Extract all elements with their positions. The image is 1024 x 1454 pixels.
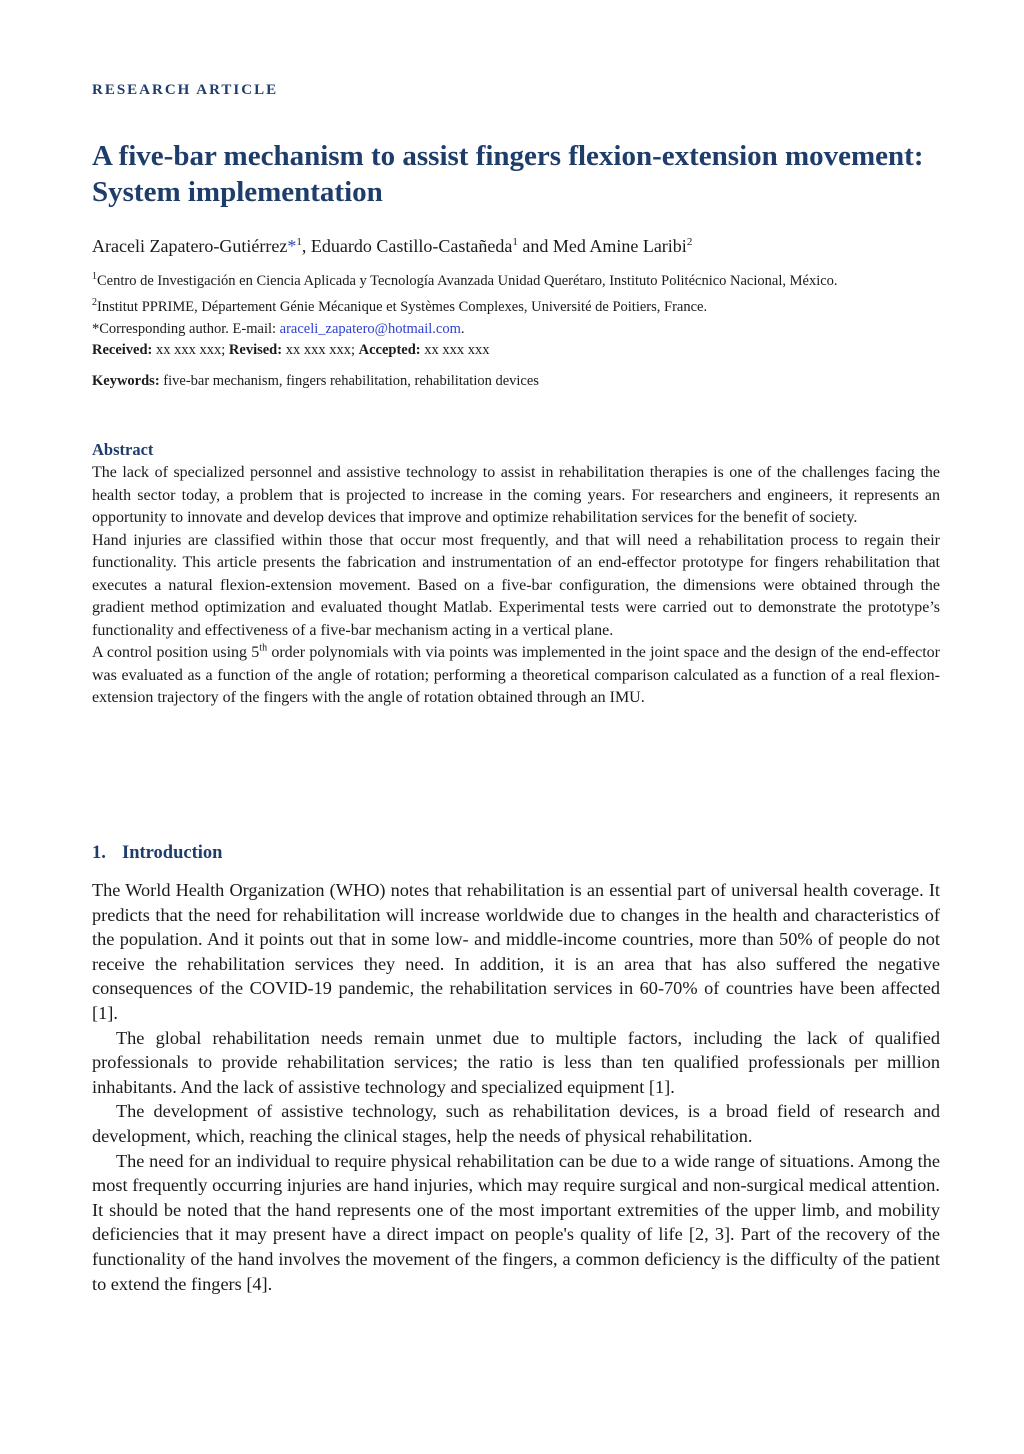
revised-value: xx xxx xxx; (282, 342, 359, 358)
email-end: . (460, 320, 465, 337)
abstract-paragraph (92, 642, 940, 710)
abstract-heading: Abstract (92, 440, 154, 459)
affiliation-marker: 2 (686, 236, 693, 248)
corresponding-line (92, 318, 838, 340)
section-number: 1. (92, 843, 106, 863)
author-name: Araceli Zapatero-Gutiérrez (92, 236, 288, 256)
ordinal-superscript: th (259, 642, 268, 654)
section-heading-introduction (92, 843, 222, 864)
affiliation-line (92, 292, 838, 318)
keywords-label: Keywords: (92, 373, 160, 389)
revised-label: Revised: (228, 342, 283, 358)
intro-paragraph: The development of assistive technology, such as rehabilitation devices, is a broad field of research and development, which, reaching the clinical stages, help the needs of physical rehabilitation. (92, 1101, 940, 1146)
article-type-label: RESEARCH ARTICLE (92, 82, 279, 98)
email-link[interactable]: araceli_zapatero@hotmail.com (279, 320, 461, 337)
corresponding-author-link[interactable]: * (287, 236, 297, 256)
author-separator: and (517, 236, 553, 256)
abstract-paragraph: The lack of specialized personnel and assistive technology to assist in rehabilitation therapies is one of the challenges facing the health sector today, a problem that is projected to increase in the coming years. For researchers and engineers, it represents an opportunity to innovate and develop devices that improve and optimize rehabilitation services for the benefit of society. (92, 464, 940, 526)
abstract-text: order polynomials with via points was implemented in the joint space and the design of the end-effector was evaluated as a function of the angle of rotation; performing a theoretical comparison calculated as a function of a real flexion-extension trajectory of the fingers with the angle of rotation obtained through an IMU. (92, 644, 941, 706)
keywords (92, 373, 539, 390)
intro-paragraph: The need for an individual to require physical rehabilitation can be due to a wide range of situations. Among the most frequently occurring injuries are hand injuries, which may require surgical and non-surgical medical attention. It should be noted that the hand represents one of the most important extremities of the upper limb, and mobility deficiencies that it may present have a direct impact on people's quality of life [2, 3]. Part of the recovery of the functionality of the hand involves the movement of the fingers, a common deficiency is the difficulty of the patient to extend the fingers [4]. (92, 1150, 940, 1294)
intro-paragraph: The World Health Organization (WHO) notes that rehabilitation is an essential part of universal health coverage. It predicts that the need for rehabilitation will increase worldwide due to changes in the health and characteristics of the population. And it points out that in some low- and middle-income countries, more than 50% of people do not receive the rehabilitation services they need. In addition, it is an area that has also suffered the negative consequences of the COVID-19 pandemic, the rehabilitation services in 60-70% of countries have been affected [1]. (92, 880, 940, 1023)
author-list (92, 230, 692, 258)
accepted-label: Accepted: (358, 342, 421, 358)
submission-dates (92, 342, 490, 359)
affiliation-text: Centro de Investigación en Ciencia Aplicada y Tecnología Avanzada Unidad Querétaro, Instituto Politécnico Nacional, México. (97, 272, 838, 289)
section-title: Introduction (122, 843, 223, 863)
affiliation-marker: 1 (512, 236, 518, 248)
affiliation-marker: 1 (296, 236, 302, 248)
corresponding-label: *Corresponding author. E-mail: (92, 320, 280, 337)
received-label: Received: (92, 342, 153, 358)
intro-paragraph: The global rehabilitation needs remain unmet due to multiple factors, including the lack of qualified professionals to provide rehabilitation services; the ratio is less than ten qualified professionals per million inhabitants. And the lack of assistive technology and specialized equipment [1]. (92, 1027, 940, 1097)
affiliation-line (92, 266, 838, 292)
affiliations (92, 266, 838, 340)
received-value: xx xxx xxx; (152, 342, 229, 358)
affiliation-text: Institut PPRIME, Département Génie Mécanique et Systèmes Complexes, Université de Poitiers, France. (97, 298, 708, 315)
keywords-text: five-bar mechanism, fingers rehabilitation, rehabilitation devices (159, 373, 539, 389)
paper-title: A five-bar mechanism to assist fingers flexion-extension movement: System implementation (92, 140, 924, 208)
affiliation-marker: 2 (92, 296, 97, 308)
author-name: Med Amine Laribi (552, 236, 687, 256)
affiliation-marker: 1 (92, 271, 97, 282)
introduction-body (92, 878, 940, 1296)
abstract-body (92, 462, 940, 710)
author-name: Eduardo Castillo-Castañeda (310, 236, 513, 256)
abstract-paragraph: Hand injuries are classified within those that occur most frequently, and that will need a rehabilitation process to regain their functionality. This article presents the fabrication and instrumentation of an end-effector prototype for fingers rehabilitation that executes a natural flexion-extension movement. Based on a five-bar configuration, the dimensions were obtained through the gradient method optimization and evaluated thought Matlab. Experimental tests were carried out to demonstrate the prototype’s functionality and effectiveness of a five-bar mechanism acting in a vertical plane. (92, 531, 940, 639)
author-separator: , (301, 236, 311, 256)
abstract-text: A control position using 5 (92, 644, 260, 661)
accepted-value: xx xxx xxx (420, 342, 490, 358)
